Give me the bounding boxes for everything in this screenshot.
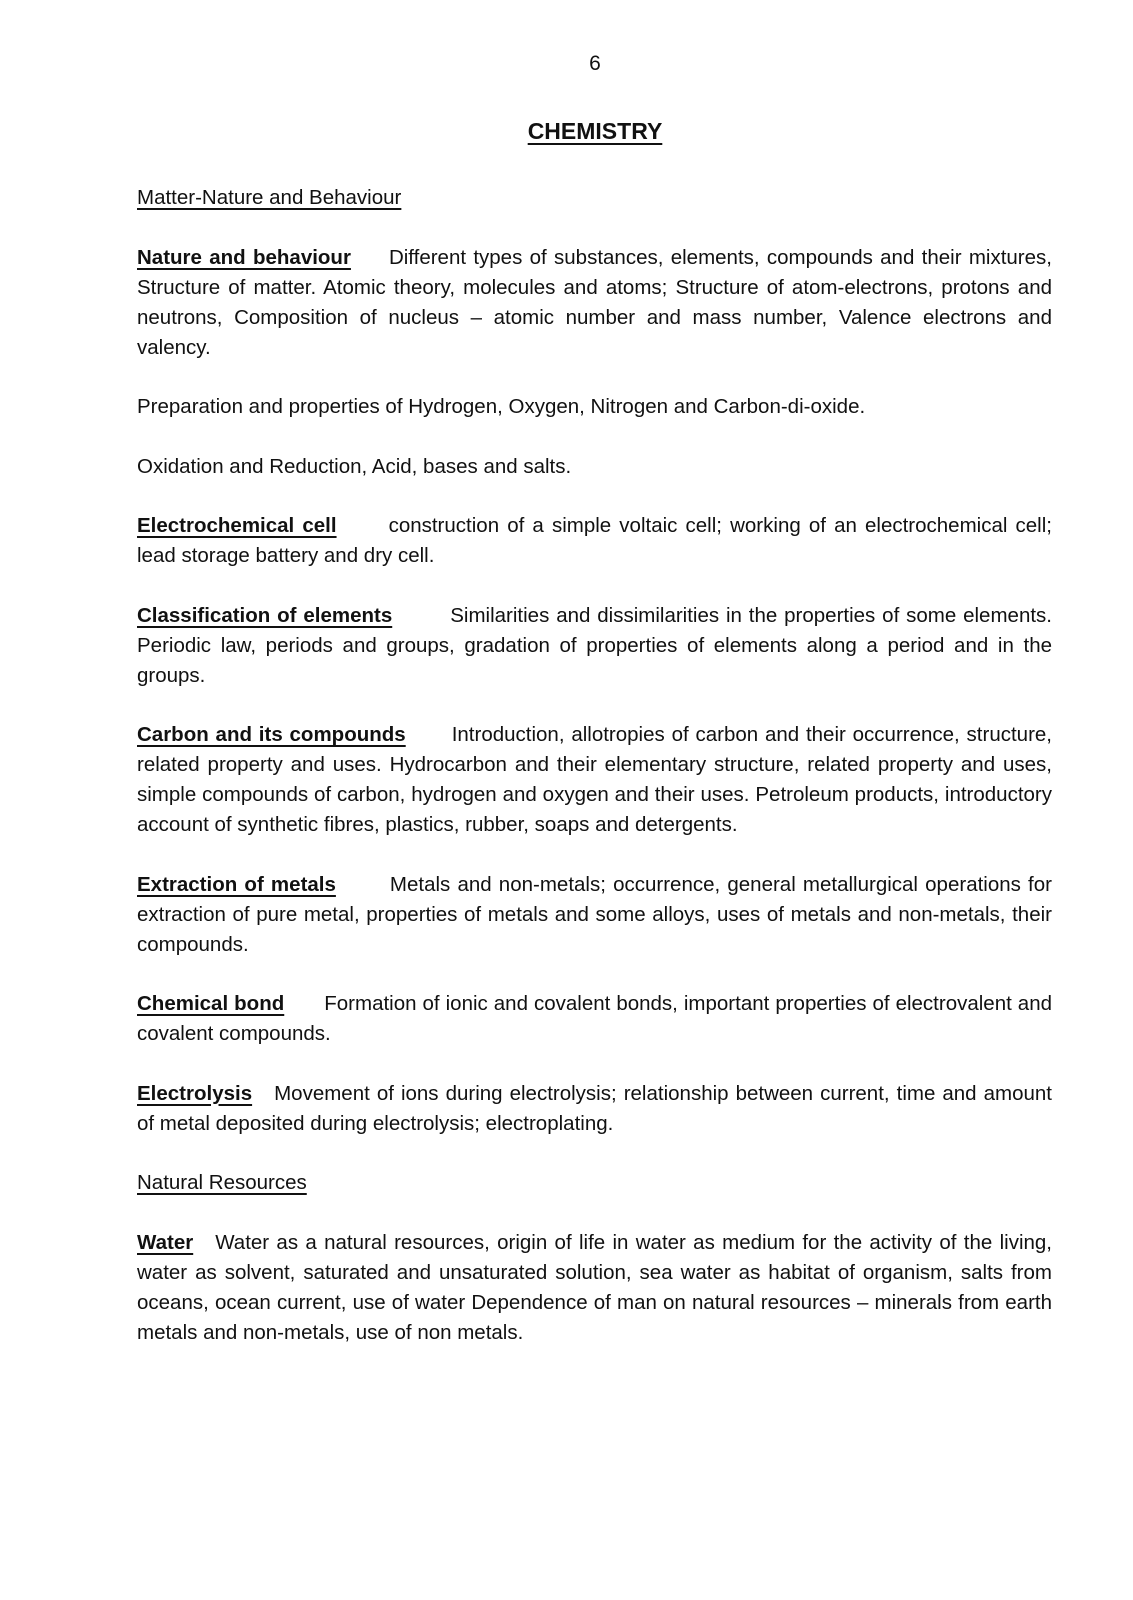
- paragraph-classification: [137, 601, 1052, 691]
- topic-electrolysis: Electrolysis: [137, 1081, 253, 1105]
- topic-electrochemical-cell: Electrochemical cell: [137, 514, 337, 537]
- topic-text-water: Water as a natural resources, origin of life in water as medium for the activity of the living, water as solvent, saturated and unsaturated solution, sea water as habitat of organism, salts from oceans, ocean current, use of water Dependence of man on natural resources – minerals from earth metals and non-metals, use of non metals.: [137, 1230, 1052, 1344]
- topic-text-chemical-bond: Formation of ionic and covalent bonds, important properties of electrovalent and covalent compounds.: [137, 992, 1053, 1045]
- paragraph-electrolysis: [137, 1079, 1052, 1139]
- topic-nature-behaviour: Nature and behaviour: [137, 245, 351, 269]
- page-title: CHEMISTRY: [527, 118, 663, 144]
- paragraph-carbon: [137, 720, 1052, 840]
- section-heading-matter: Matter-Nature and Behaviour: [137, 186, 402, 209]
- topic-text-electrochemical-cell: construction of a simple voltaic cell; working of an electrochemical cell; lead storage battery and dry cell.: [137, 514, 1052, 567]
- topic-extraction: Extraction of metals: [137, 872, 336, 896]
- topic-text-extraction: Metals and non-metals; occurrence, general metallurgical operations for extraction of pure metal, properties of metals and some alloys, uses of metals and non-metals, their compounds.: [137, 872, 1052, 956]
- paragraph-preparation: Preparation and properties of Hydrogen, Oxygen, Nitrogen and Carbon-di-oxide.: [137, 395, 866, 418]
- paragraph-chemical-bond: [137, 989, 1052, 1049]
- topic-text-carbon: Introduction, allotropies of carbon and their occurrence, structure, related property and uses. Hydrocarbon and their elementary structure, related property and uses, simple compounds of carbon, hydrogen and oxygen and their uses. Petroleum products, introductory account of synthetic fibres, plastics, rubber, soaps and detergents.: [137, 723, 1052, 836]
- paragraph-electrochemical-cell: [137, 511, 1052, 571]
- topic-text-nature-behaviour: Different types of substances, elements, compounds and their mixtures, Structure of matter. Atomic theory, molecules and atoms; Structure of atom-electrons, protons and neutrons, Composition of nucleus – atomic number and mass number, Valence electrons and valency.: [137, 245, 1052, 359]
- topic-classification: Classification of elements: [137, 603, 393, 627]
- paragraph-oxidation: Oxidation and Reduction, Acid, bases and salts.: [137, 454, 572, 478]
- section-heading-natural-resources: Natural Resources: [137, 1171, 307, 1194]
- topic-text-classification: Similarities and dissimilarities in the properties of some elements. Periodic law, periods and groups, gradation of properties of elements along a period and in the groups.: [137, 603, 1052, 687]
- topic-text-electrolysis: Movement of ions during electrolysis; relationship between current, time and amount of metal deposited during electrolysis; electroplating.: [137, 1081, 1052, 1135]
- document-body: [137, 183, 1052, 1377]
- paragraph-extraction: [137, 870, 1052, 960]
- page-number: 6: [589, 52, 601, 75]
- paragraph-nature-behaviour: [137, 243, 1052, 363]
- topic-water: Water: [137, 1230, 194, 1254]
- paragraph-water: [137, 1228, 1052, 1348]
- topic-chemical-bond: Chemical bond: [137, 992, 285, 1015]
- topic-carbon: Carbon and its compounds: [137, 723, 406, 746]
